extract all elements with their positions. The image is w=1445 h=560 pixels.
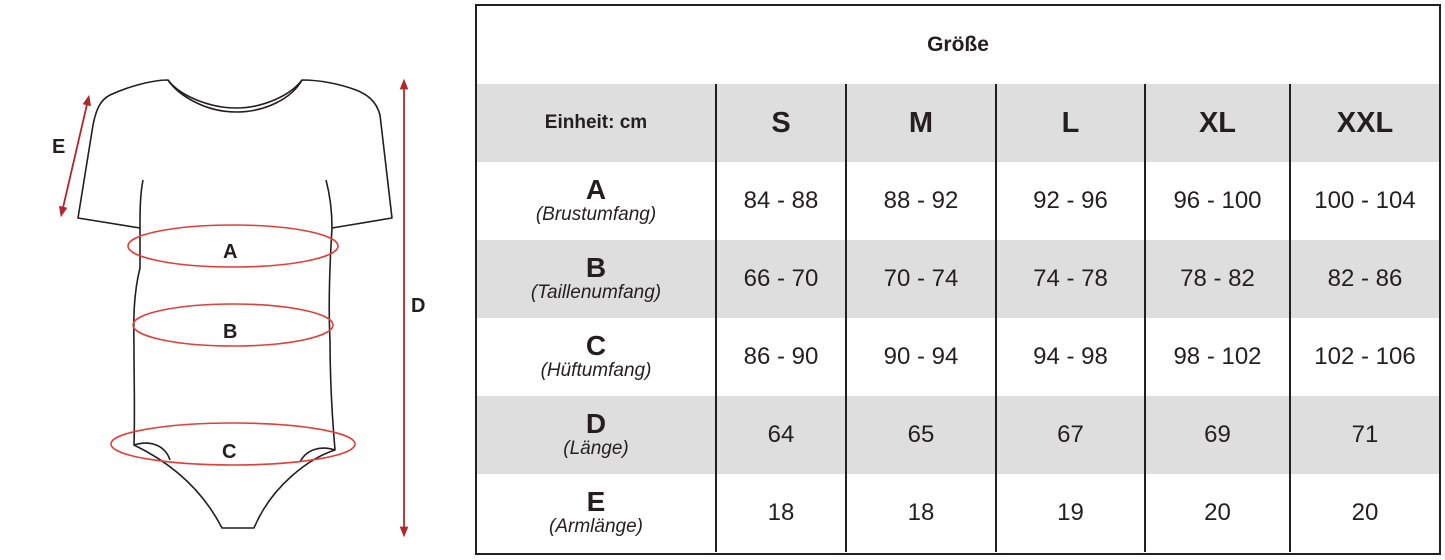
measure-label-cell [477,396,715,474]
measure-letter: E [586,486,606,517]
size-header: L [995,84,1144,162]
value-cell: 98 - 102 [1144,318,1289,396]
table-row [477,396,1439,474]
measure-letter: B [585,252,607,283]
value-cell: 18 [845,474,995,552]
measure-name: (Hüftumfang) [540,360,652,381]
table-row [477,240,1439,318]
bodysuit-measurement-diagram [0,0,470,560]
value-cell: 20 [1144,474,1289,552]
value-cell: 100 - 104 [1289,162,1439,240]
measure-label-cell [477,318,715,396]
label-b: B [223,321,238,343]
value-cell: 65 [845,396,995,474]
value-cell: 70 - 74 [845,240,995,318]
label-a: A [223,241,238,263]
value-cell: 84 - 88 [715,162,845,240]
unit-cell [477,84,715,162]
unit-label: Einheit: cm [544,112,648,133]
label-c: C [222,441,237,463]
value-cell: 92 - 96 [995,162,1144,240]
measure-label-cell [477,240,715,318]
table-row [477,162,1439,240]
value-cell: 71 [1289,396,1439,474]
size-header: XL [1144,84,1289,162]
measure-name: (Armlänge) [549,516,643,537]
value-cell: 69 [1144,396,1289,474]
value-cell: 64 [715,396,845,474]
value-cell: 19 [995,474,1144,552]
value-cell: 74 - 78 [995,240,1144,318]
measure-label-cell [477,162,715,240]
value-cell: 88 - 92 [845,162,995,240]
value-cell: 86 - 90 [715,318,845,396]
value-cell: 90 - 94 [845,318,995,396]
size-table [475,4,1441,555]
size-header: XXL [1289,84,1439,162]
value-cell: 82 - 86 [1289,240,1439,318]
table-row [477,318,1439,396]
measure-name: (Brustumfang) [535,204,657,225]
value-cell: 94 - 98 [995,318,1144,396]
size-header: M [845,84,995,162]
value-cell: 20 [1289,474,1439,552]
measure-name: (Taillenumfang) [530,282,662,303]
label-d: D [411,295,426,317]
value-cell: 67 [995,396,1144,474]
measure-letter: C [585,330,607,361]
value-cell: 18 [715,474,845,552]
size-header: S [715,84,845,162]
value-cell: 96 - 100 [1144,162,1289,240]
measure-letter: A [585,174,607,205]
size-header-row [477,84,1439,162]
measure-letter: D [585,408,607,439]
value-cell: 102 - 106 [1289,318,1439,396]
value-cell: 66 - 70 [715,240,845,318]
table-title: Größe [477,6,1439,84]
table-row [477,474,1439,552]
value-cell: 78 - 82 [1144,240,1289,318]
label-e: E [52,136,66,158]
measure-label-cell [477,474,715,552]
measure-name: (Länge) [563,438,629,459]
